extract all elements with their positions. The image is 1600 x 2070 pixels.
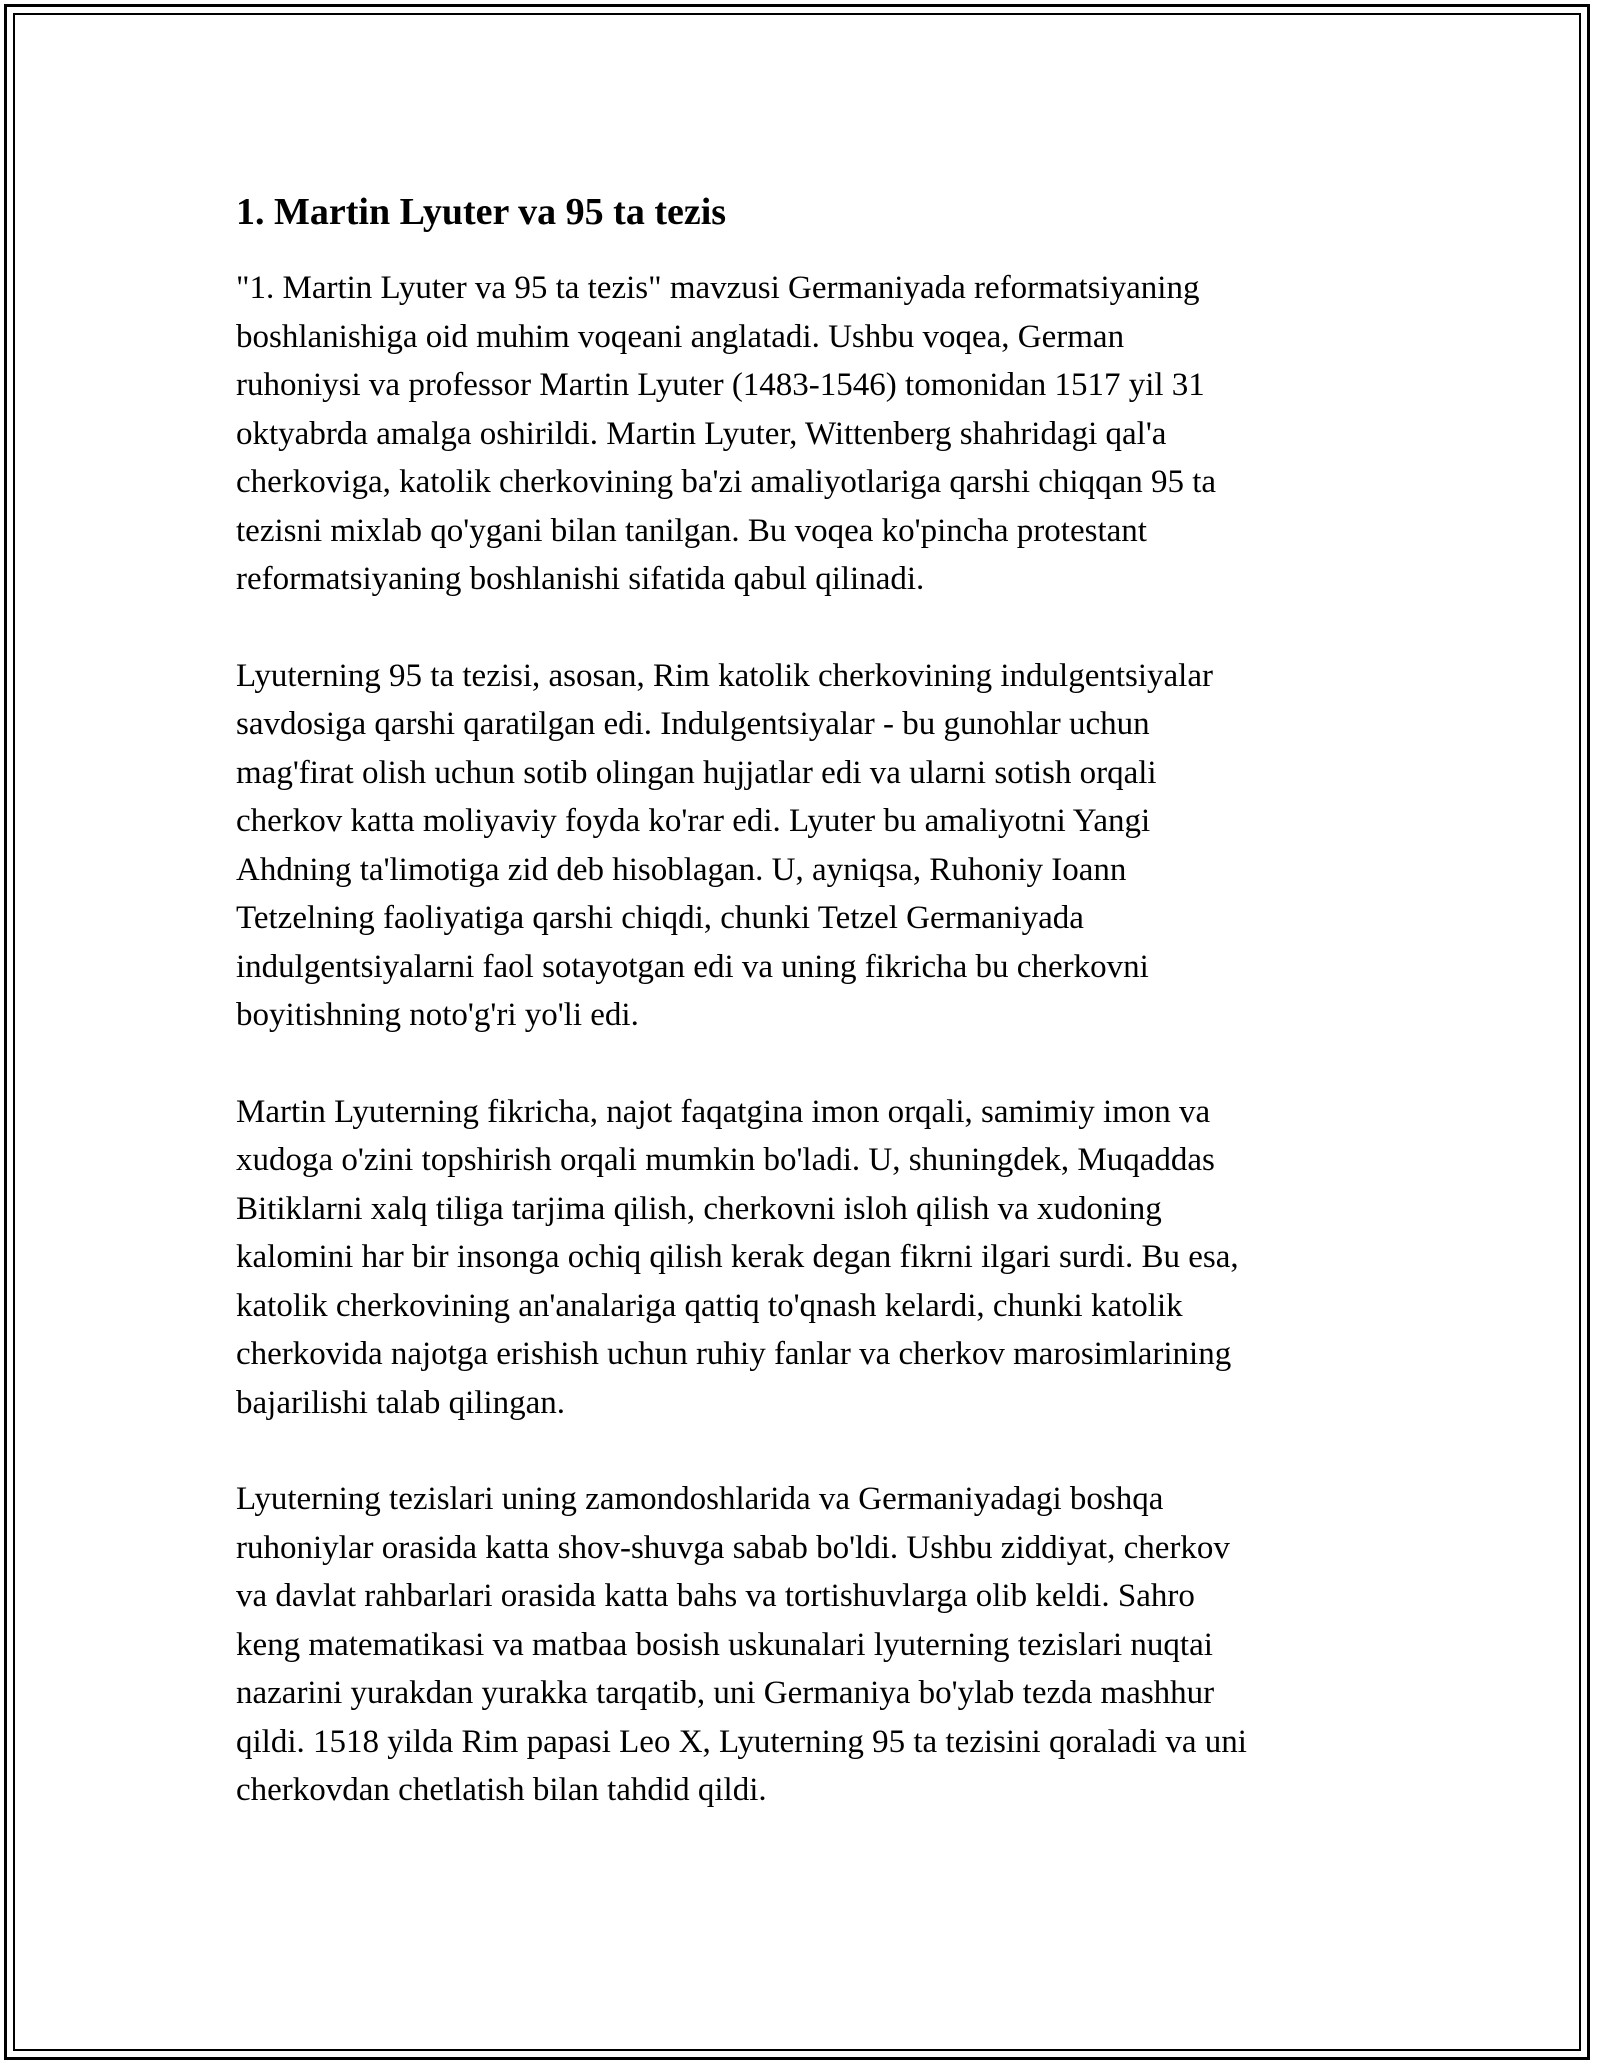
paragraph-4: Lyuterning tezislari uning zamondoshlarida va Germaniyadagi boshqa ruhoniylar orasida katta shov-shuvga sabab bo'ldi. Ushbu ziddiyat, cherkov va davlat rahbarlari orasida katta bahs va tortishuvlarga olib keldi. Sahro keng matematikasi va matbaa bosish uskunalari lyuterning tezislari nuqtai nazarini yurakdan yurakka tarqatib, uni Germaniya bo'ylab tezda mashhur qildi. 1518 yilda Rim papasi Leo X, Lyuterning 95 ta tezisini qoraladi va uni cherkovdan chetlatish bilan tahdid qildi. — [236, 1481, 1247, 1808]
document-body — [236, 186, 1366, 1863]
paragraph-3: Martin Lyuterning fikricha, najot faqatgina imon orqali, samimiy imon va xudoga o'zini topshirish orqali mumkin bo'ladi. U, shuningdek, Muqaddas Bitiklarni xalq tiliga tarjima qilish, cherkovni isloh qilish va xudoning kalomini har bir insonga ochiq qilish kerak degan fikrni ilgari surdi. Bu esa, katolik cherkovining an'analariga qattiq to'qnash kelardi, chunki katolik cherkovida najotga erishish uchun ruhiy fanlar va cherkov marosimlarining bajarilishi talab qilingan. — [236, 1093, 1239, 1421]
paragraph-2: Lyuterning 95 ta tezisi, asosan, Rim katolik cherkovining indulgentsiyalar savdosiga qarshi qaratilgan edi. Indulgentsiyalar - bu gunohlar uchun mag'firat olish uchun sotib olingan hujjatlar edi va ularni sotish orqali cherkov katta moliyaviy foyda ko'rar edi. Lyuter bu amaliyotni Yangi Ahdning ta'limotiga zid deb hisoblagan. U, ayniqsa, Ruhoniy Ioann Tetzelning faoliyatiga qarshi chiqdi, chunki Tetzel Germaniyada indulgentsiyalarni faol sotayotgan edi va uning fikricha bu cherkovni boyitishning noto'g'ri yo'li edi. — [236, 657, 1213, 1033]
paragraph-1: "1. Martin Lyuter va 95 ta tezis" mavzusi Germaniyada reformatsiyaning boshlanishiga oid muhim voqeani anglatadi. Ushbu voqea, German ruhoniysi va professor Martin Lyuter (1483-1546) tomonidan 1517 yil 31 oktyabrda amalga oshirildi. Martin Lyuter, Wittenberg shahridagi qal'a cherkoviga, katolik cherkovining ba'zi amaliyotlariga qarshi chiqqan 95 ta tezisni mixlab qo'ygani bilan tanilgan. Bu voqea ko'pincha protestant reformatsiyaning boshlanishi sifatida qabul qilinadi. — [236, 270, 1217, 597]
document-title: 1. Martin Lyuter va 95 ta tezis — [236, 191, 727, 233]
